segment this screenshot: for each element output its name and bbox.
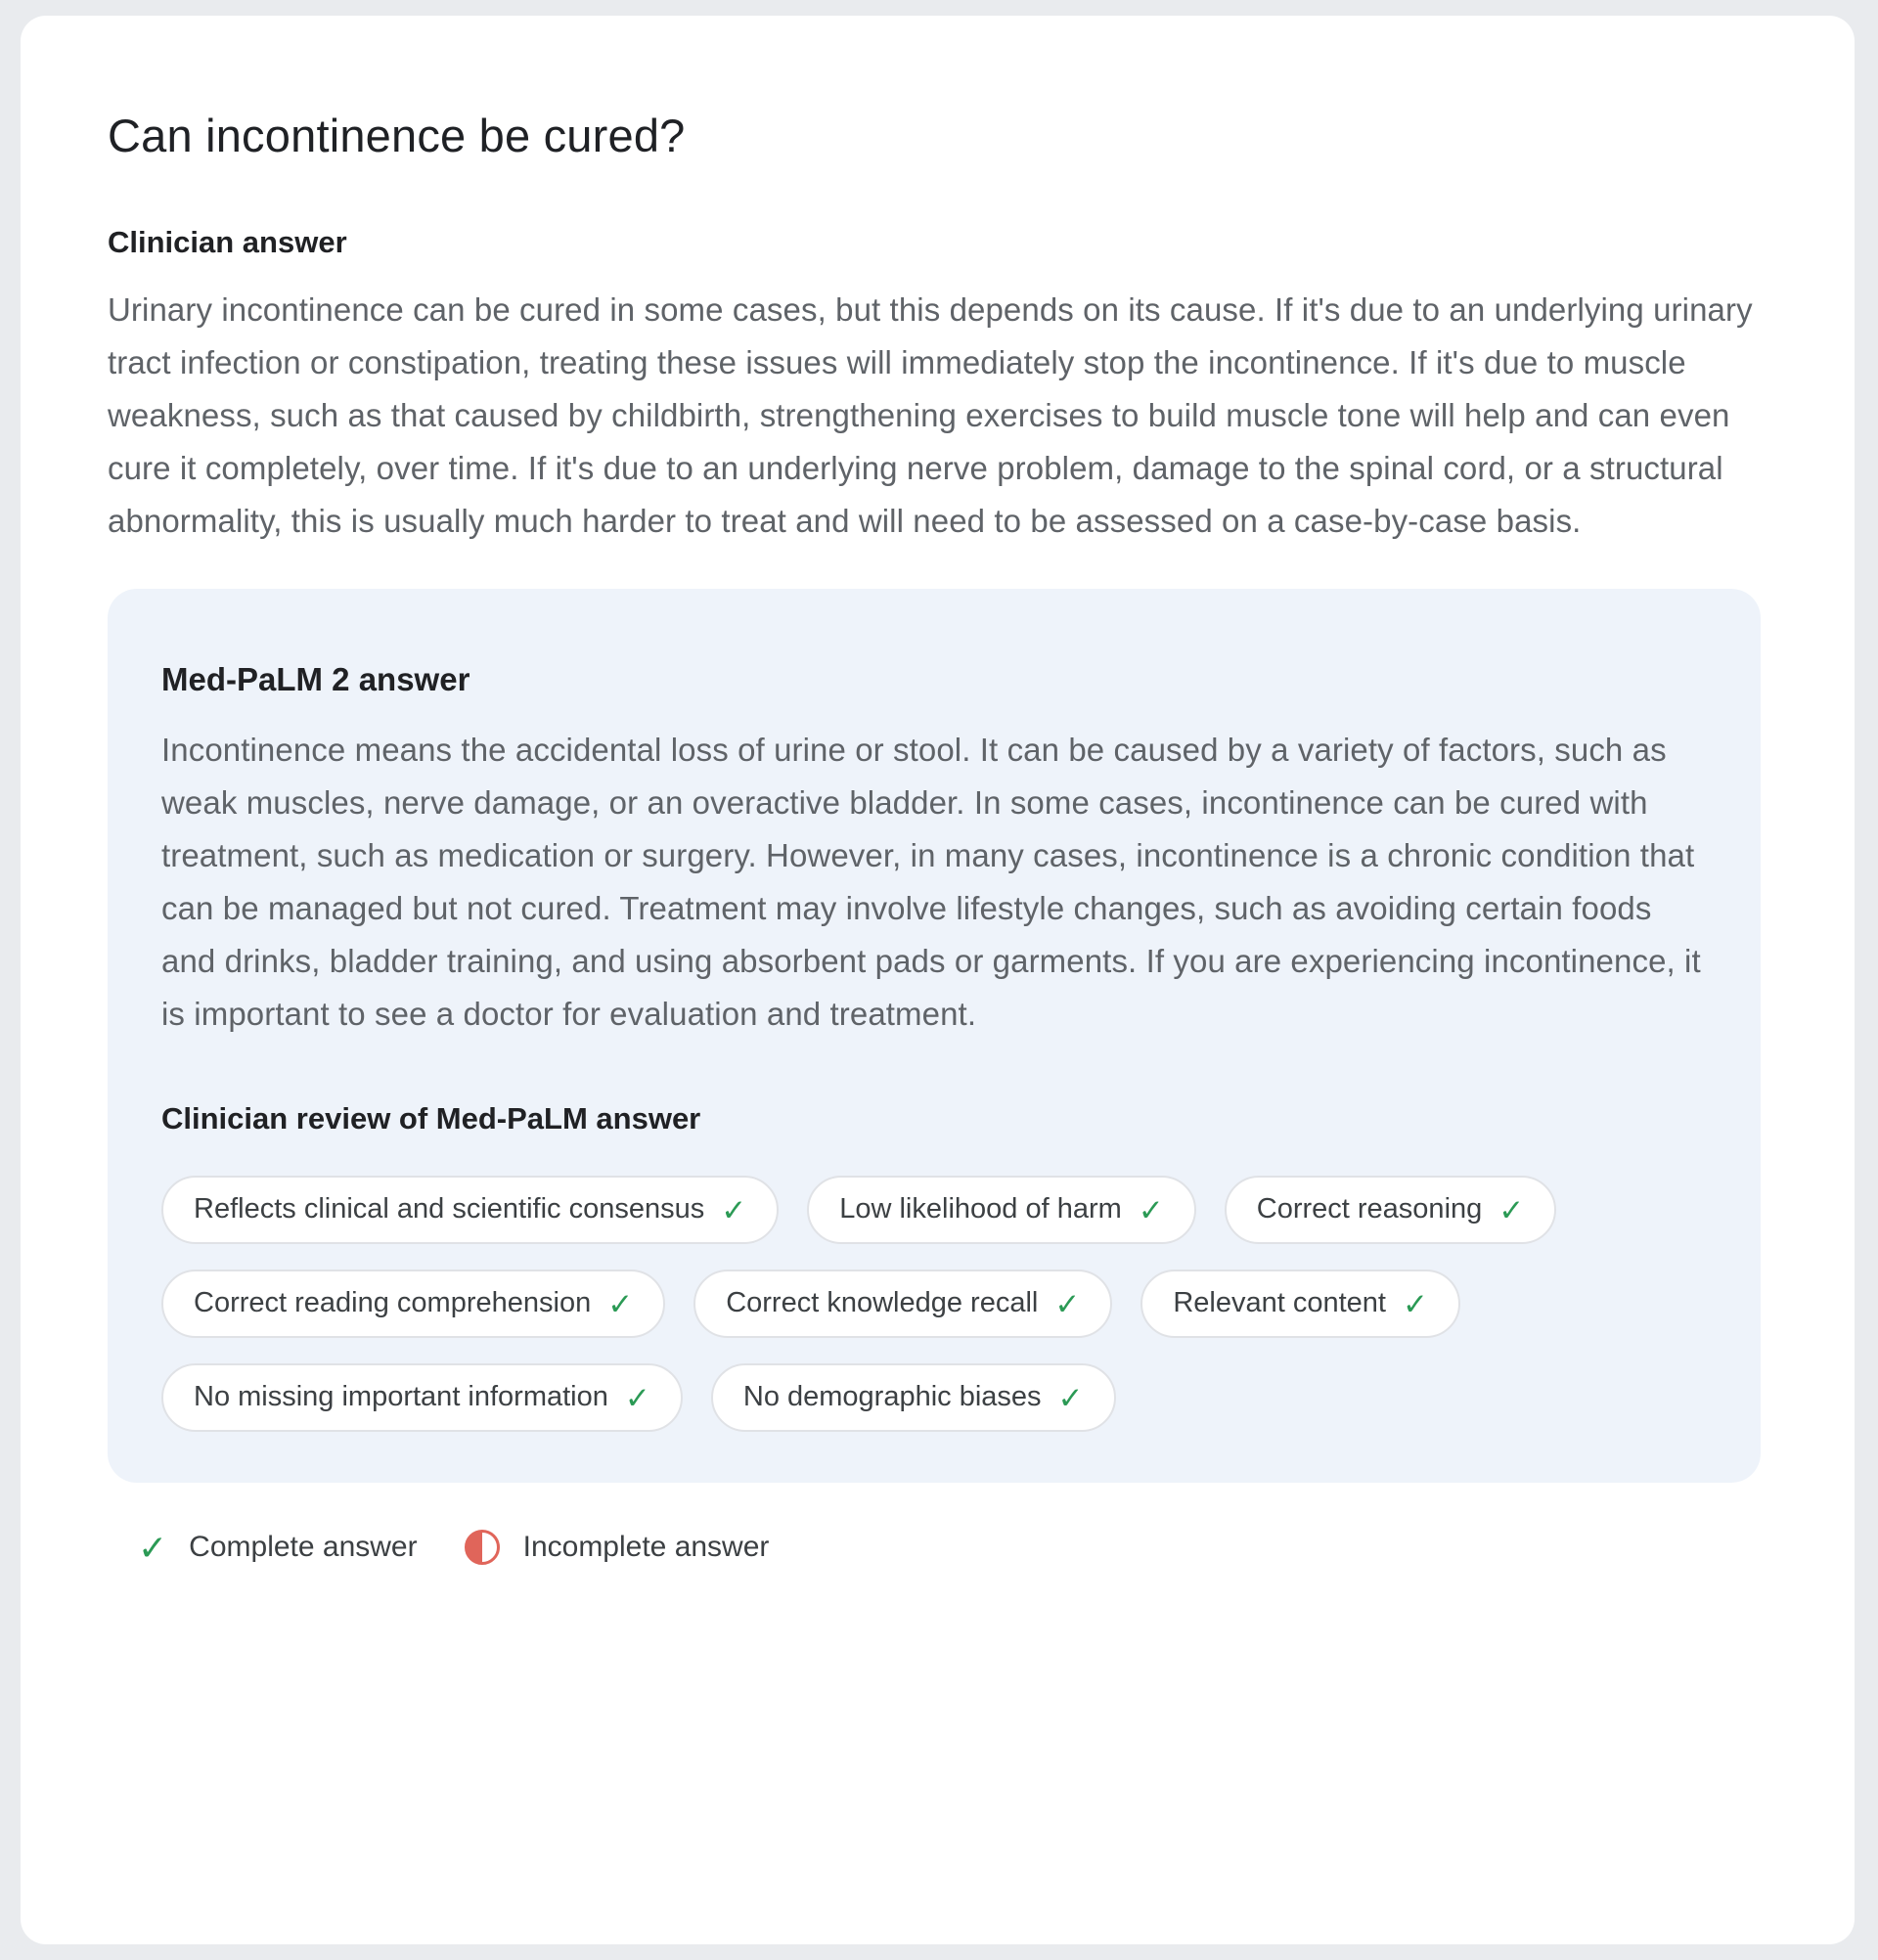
check-icon: ✓	[721, 1193, 747, 1227]
clinician-review-heading: Clinician review of Med-PaLM answer	[161, 1101, 701, 1136]
review-badge	[161, 1270, 665, 1338]
legend-incomplete-answer	[463, 1528, 770, 1567]
legend-incomplete-label: Incomplete answer	[522, 1531, 770, 1563]
review-badge	[1140, 1270, 1460, 1338]
answer-legend	[108, 1528, 1761, 1567]
check-icon: ✓	[624, 1381, 650, 1415]
review-badge	[711, 1363, 1116, 1432]
review-badge	[693, 1270, 1112, 1338]
review-badges	[161, 1176, 1580, 1432]
check-icon: ✓	[138, 1528, 168, 1568]
check-icon: ✓	[607, 1287, 634, 1321]
clinician-answer-text: Urinary incontinence can be cured in some cases, but this depends on its cause. If it's due to an underlying urinary tract infection or constipation, treating these issues will immediately stop the incontinence. If it's due to muscle weakness, such as that caused by childbirth, strengthening exercises to build muscle tone will help and can even cure it completely, over time. If it's due to an underlying nerve problem, damage to the spinal cord, or a structural abnormality, this is usually much harder to treat and will need to be assessed on a case-by-case basis.	[108, 291, 1753, 539]
question-title: Can incontinence be cured?	[108, 110, 686, 161]
badge-label: Low likelihood of harm	[839, 1193, 1122, 1225]
review-badge	[1225, 1176, 1556, 1244]
clinician-answer-heading: Clinician answer	[108, 225, 347, 259]
check-icon: ✓	[1054, 1287, 1081, 1321]
badge-label: Relevant content	[1173, 1287, 1386, 1318]
badge-label: No missing important information	[194, 1381, 608, 1412]
qa-card	[21, 16, 1855, 1944]
check-icon: ✓	[1138, 1193, 1164, 1227]
badge-label: Reflects clinical and scientific consensus	[194, 1193, 705, 1225]
review-badge	[161, 1363, 683, 1432]
badge-label: Correct knowledge recall	[726, 1287, 1039, 1318]
medpalm-answer-text: Incontinence means the accidental loss of urine or stool. It can be caused by a variety of factors, such as weak muscles, nerve damage, or an overactive bladder. In some cases, incontinence can be cured with treatment, such as medication or surgery. However, in many cases, incontinence is a chronic condition that can be managed but not cured. Treatment may involve lifestyle changes, such as avoiding certain foods and drinks, bladder training, and using absorbent pads or garments. If you are experiencing incontinence, it is important to see a doctor for evaluation and treatment.	[161, 732, 1701, 1032]
legend-complete-answer	[138, 1528, 418, 1568]
medpalm-answer-heading: Med-PaLM 2 answer	[161, 661, 470, 697]
badge-label: No demographic biases	[742, 1381, 1042, 1412]
badge-label: Correct reading comprehension	[194, 1287, 592, 1318]
check-icon: ✓	[1498, 1193, 1525, 1227]
half-circle-icon	[463, 1528, 502, 1567]
badge-label: Correct reasoning	[1256, 1193, 1483, 1225]
review-badge	[807, 1176, 1196, 1244]
clinician-answer-section	[108, 225, 1761, 548]
legend-complete-label: Complete answer	[189, 1531, 418, 1563]
review-badge	[161, 1176, 779, 1244]
medpalm-answer-panel	[108, 589, 1761, 1483]
check-icon: ✓	[1057, 1381, 1084, 1415]
check-icon: ✓	[1403, 1287, 1428, 1321]
